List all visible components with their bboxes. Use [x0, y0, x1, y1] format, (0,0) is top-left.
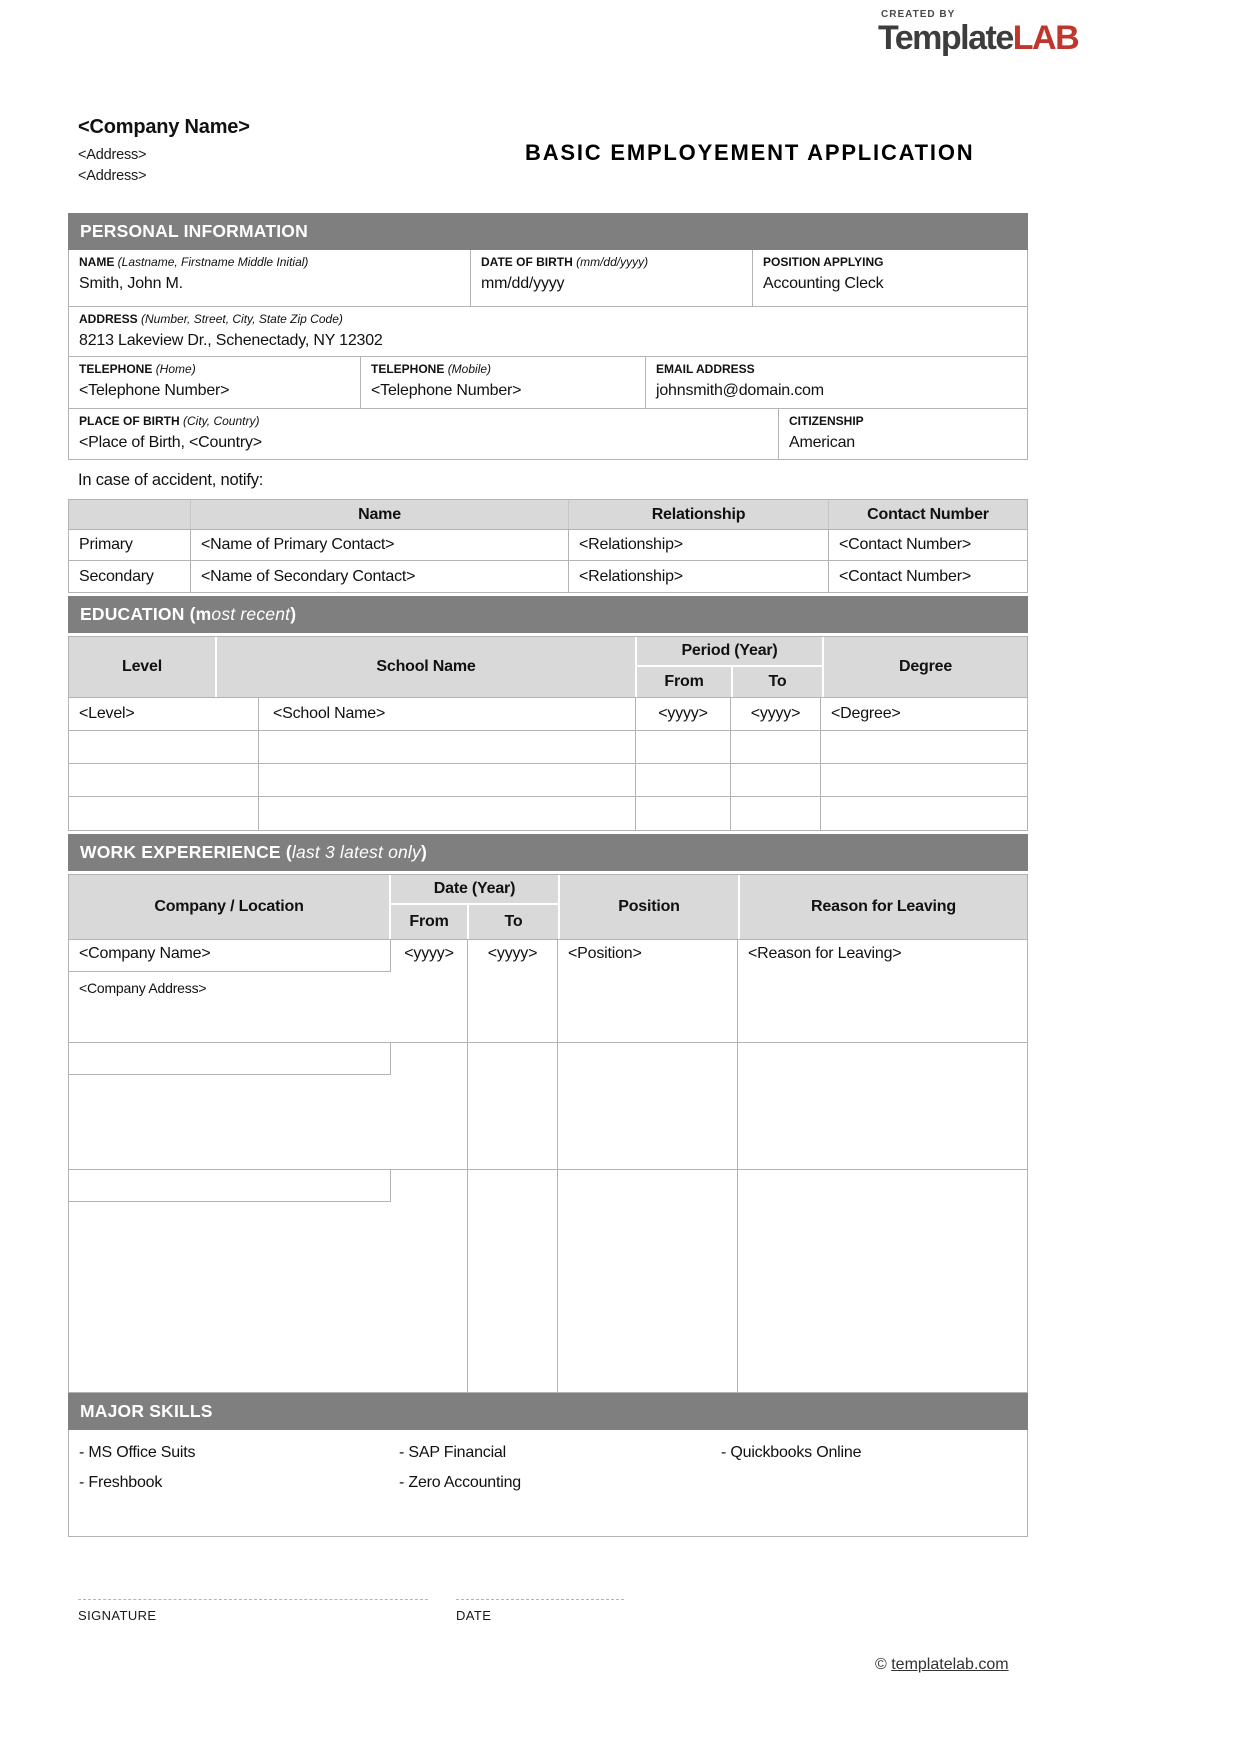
field-tel-home-value: <Telephone Number> [79, 382, 230, 399]
field-position-applying [753, 250, 1027, 306]
education-row [69, 731, 1027, 764]
work-company-address [69, 1202, 391, 1392]
work-entry [69, 1170, 1027, 1392]
emergency-row-primary [69, 530, 1027, 561]
field-name-hint: (Lastname, Firstname Middle Initial) [117, 255, 309, 269]
application-form [68, 213, 1028, 1537]
education-header-period: Period (Year) [637, 637, 822, 665]
education-to-value: <yyyy> [731, 698, 821, 730]
education-from-value [636, 731, 731, 763]
section-personal-information: PERSONAL INFORMATION [68, 213, 1028, 250]
signature-label: SIGNATURE [78, 1608, 157, 1623]
field-dob-label: DATE OF BIRTH [481, 255, 577, 269]
emergency-header-name: Name [191, 500, 569, 529]
skills-list [68, 1430, 1028, 1537]
signature-block [78, 1592, 624, 1623]
work-to-value [468, 1043, 558, 1169]
field-position-value: Accounting Cleck [763, 275, 884, 292]
education-level-value: <Level> [69, 698, 259, 730]
company-name: <Company Name> [78, 116, 250, 138]
company-address-line1: <Address> [78, 147, 147, 163]
emergency-primary-relationship: <Relationship> [569, 530, 829, 560]
work-header-date: Date (Year) [391, 875, 558, 903]
field-address [69, 307, 1027, 356]
section-work-experience [68, 834, 1028, 871]
emergency-primary-contact: <Contact Number> [839, 536, 971, 553]
education-school-value [259, 731, 636, 763]
field-tel-mobile-value: <Telephone Number> [371, 382, 522, 399]
field-email-value: johnsmith@domain.com [656, 382, 824, 399]
field-tel-mobile-hint: (Mobile) [447, 362, 492, 376]
work-header-position: Position [560, 875, 738, 939]
work-position-value [558, 1170, 738, 1392]
skill-item-empty [721, 1474, 1017, 1492]
document-title: BASIC EMPLOYEMENT APPLICATION [525, 140, 975, 165]
skill-item: - MS Office Suits [79, 1444, 196, 1461]
work-company-name [69, 1043, 391, 1075]
work-reason-value [738, 1170, 1027, 1392]
education-title-bold: EDUCATION (m [80, 604, 212, 624]
section-major-skills: MAJOR SKILLS [68, 1393, 1028, 1430]
personal-info-table [68, 250, 1028, 460]
education-degree-value [821, 797, 1027, 830]
field-name-label: NAME [79, 255, 118, 269]
emergency-table-header [69, 500, 1027, 530]
work-position-value: <Position> [558, 940, 738, 1042]
work-from-value [391, 1043, 468, 1169]
work-position-value [558, 1043, 738, 1169]
field-citizenship-value: American [789, 434, 855, 451]
field-tel-mobile-label: TELEPHONE [371, 362, 448, 376]
work-reason-value: <Reason for Leaving> [748, 945, 902, 962]
education-row [69, 764, 1027, 797]
date-line [456, 1592, 624, 1600]
education-degree-value [821, 731, 1027, 763]
field-email-label: EMAIL ADDRESS [656, 362, 755, 376]
work-reason-value [738, 1043, 1027, 1169]
field-address-hint: (Number, Street, City, State Zip Code) [141, 312, 343, 326]
emergency-secondary-type: Secondary [69, 561, 191, 592]
field-position-label: POSITION APPLYING [763, 255, 884, 269]
emergency-header-contact: Contact Number [867, 505, 989, 523]
education-header-from: From [637, 667, 731, 697]
logo-brand-lab: LAB [1012, 19, 1079, 57]
site-footer [875, 1656, 1009, 1674]
emergency-contacts-table [68, 499, 1028, 593]
work-to-value [468, 1170, 558, 1392]
field-pob-label: PLACE OF BIRTH [79, 414, 183, 428]
date-label: DATE [456, 1608, 492, 1623]
education-row [69, 797, 1027, 830]
work-company-name [69, 1170, 391, 1202]
education-to-value [731, 731, 821, 763]
work-header-to: To [469, 905, 558, 939]
field-email [646, 357, 1027, 408]
work-title-close: ) [420, 842, 428, 862]
field-citizenship [779, 409, 1027, 459]
skill-item: - SAP Financial [399, 1444, 506, 1461]
skill-item: - Freshbook [79, 1474, 163, 1491]
work-company-address: <Company Address> [79, 980, 207, 996]
field-tel-home-hint: (Home) [155, 362, 196, 376]
field-tel-home-label: TELEPHONE [79, 362, 156, 376]
company-address-line2: <Address> [78, 168, 147, 185]
education-level-value [69, 731, 259, 763]
education-from-value [636, 797, 731, 830]
emergency-header-relationship: Relationship [569, 500, 829, 529]
emergency-header-blank [69, 500, 191, 529]
work-header-from: From [391, 905, 467, 939]
skill-item: - Zero Accounting [399, 1474, 521, 1491]
education-to-value [731, 764, 821, 796]
field-dob-value: mm/dd/yyyy [481, 275, 565, 292]
work-title-italic: last 3 latest only [291, 842, 421, 862]
education-title-italic: ost recent [211, 604, 291, 624]
work-table-header [68, 874, 1028, 939]
education-header-degree: Degree [824, 637, 1027, 697]
work-entry [69, 1043, 1027, 1170]
work-company-name: <Company Name> [69, 940, 391, 972]
work-title-bold: WORK EXPERERIENCE ( [80, 842, 292, 862]
emergency-intro-text: In case of accident, notify: [78, 471, 264, 489]
education-degree-value [821, 764, 1027, 796]
education-school-value [259, 764, 636, 796]
education-header-to: To [733, 667, 822, 697]
emergency-secondary-contact: <Contact Number> [839, 567, 971, 585]
field-date-of-birth [471, 250, 753, 306]
work-from-value: <yyyy> [391, 940, 468, 1042]
emergency-secondary-name: <Name of Secondary Contact> [191, 561, 569, 592]
field-pob-hint: (City, Country) [183, 414, 260, 428]
education-level-value [69, 797, 259, 830]
emergency-primary-name: <Name of Primary Contact> [191, 530, 569, 560]
education-degree-value: <Degree> [831, 705, 901, 722]
education-row [69, 698, 1027, 731]
templatelab-link[interactable]: templatelab.com [891, 1656, 1009, 1673]
field-name-value: Smith, John M. [79, 275, 183, 292]
skill-item: - Quickbooks Online [721, 1444, 862, 1461]
work-to-value: <yyyy> [468, 940, 558, 1042]
emergency-row-secondary [69, 561, 1027, 592]
work-from-value [391, 1170, 468, 1392]
education-table-header [68, 636, 1028, 697]
logo-brand-template: Template [878, 19, 1013, 57]
work-table-body [68, 939, 1028, 1393]
education-to-value [731, 797, 821, 830]
field-citizenship-label: CITIZENSHIP [789, 414, 864, 428]
work-company-address [69, 1075, 391, 1169]
signature-line [78, 1592, 428, 1600]
emergency-primary-type: Primary [69, 530, 191, 560]
work-header-company: Company / Location [69, 875, 389, 939]
field-address-label: ADDRESS [79, 312, 142, 326]
templatelab-logo [878, 10, 1078, 55]
education-title-close: ) [290, 604, 297, 624]
field-place-of-birth [69, 409, 779, 459]
logo-created-by: CREATED BY [881, 9, 956, 20]
field-address-value: 8213 Lakeview Dr., Schenectady, NY 12302 [79, 332, 383, 349]
company-letterhead [78, 116, 250, 187]
section-education [68, 596, 1028, 633]
work-entry [69, 940, 1027, 1043]
field-dob-hint: (mm/dd/yyyy) [576, 255, 649, 269]
education-header-level: Level [69, 637, 215, 697]
field-telephone-mobile [361, 357, 646, 408]
field-pob-value: <Place of Birth, <Country> [79, 434, 262, 451]
education-table-body [68, 697, 1028, 831]
field-name [69, 250, 471, 306]
education-from-value: <yyyy> [636, 698, 731, 730]
education-school-value [259, 797, 636, 830]
work-header-reason: Reason for Leaving [740, 875, 1027, 939]
emergency-secondary-relationship: <Relationship> [569, 561, 829, 592]
education-school-value: <School Name> [259, 698, 636, 730]
education-header-school: School Name [217, 637, 635, 697]
education-from-value [636, 764, 731, 796]
copyright-symbol: © [875, 1656, 892, 1673]
education-level-value [69, 764, 259, 796]
field-telephone-home [69, 357, 361, 408]
